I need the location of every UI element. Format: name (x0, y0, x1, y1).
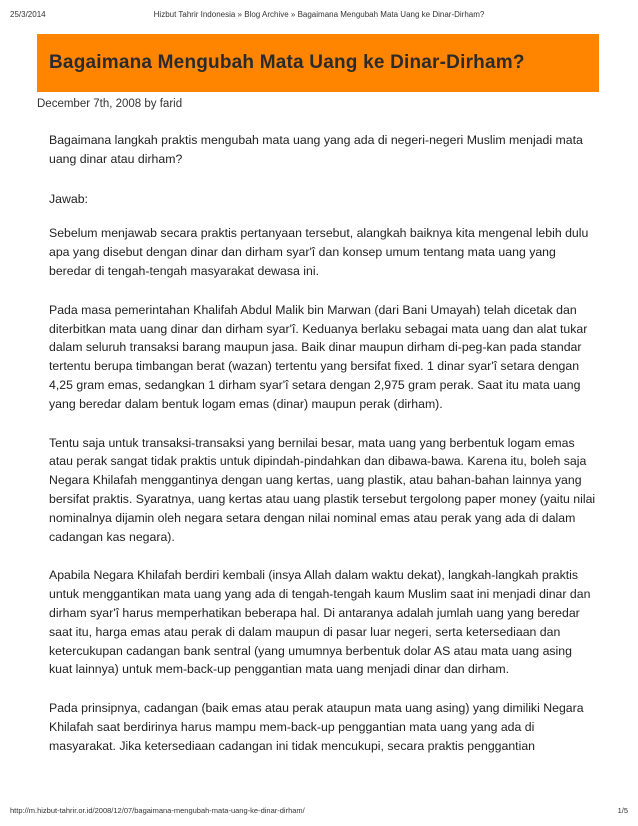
print-date: 25/3/2014 (10, 10, 46, 19)
paragraph: Apabila Negara Khilafah berdiri kembali (insya Allah dalam waktu dekat), langkah-langkah praktis untuk menggantikan mata uang yang ada di tengah-tengah kaum Muslim saat ini menjadi dinar dan dirham syar'î harus memperhatikan beberapa hal. Di antaranya adalah jumlah uang yang beredar saat itu, harga emas atau perak di dalam maupun di pasar luar negeri, serta ketersediaan dan ketercukupan cadangan bank sentral (yang umumnya berbentuk dolar AS atau mata uang asing kuat lainnya) untuk mem-back-up penggantian mata uang menjadi dinar dan dirham. (49, 568, 591, 677)
print-page-number: 1/5 (617, 806, 628, 815)
post-content (49, 131, 597, 776)
print-header (10, 10, 628, 22)
print-footer (10, 806, 628, 818)
post-title[interactable]: Bagaimana Mengubah Mata Uang ke Dinar-Dirham? (49, 52, 525, 73)
print-url[interactable]: http://m.hizbut-tahrir.or.id/2008/12/07/bagaimana-mengubah-mata-uang-ke-dinar-dirham/ (10, 806, 305, 815)
paragraph: Tentu saja untuk transaksi-transaksi yang bernilai besar, mata uang yang berbentuk logam emas atau perak sangat tidak praktis untuk dipindah-pindahkan dan dibawa-bawa. Karena itu, boleh saja Negara Khilafah menggantinya dengan uang kertas, uang plastik, atau bahan-bahan lainnya yang bersifat praktis. Syaratnya, uang kertas atau uang plastik tersebut tergolong paper money (yaitu nilai nominalnya dijamin oleh negara setara dengan nilai nominal emas atau perak yang ada di dalam cadangan kas negara). (49, 435, 596, 544)
paragraph-question: Bagaimana langkah praktis mengubah mata uang yang ada di negeri-negeri Muslim menjadi mata uang dinar atau dirham? (49, 133, 583, 166)
post-title-banner (37, 34, 599, 92)
paragraph: Sebelum menjawab secara praktis pertanyaan tersebut, alangkah baiknya kita mengenal lebih dulu apa yang disebut dengan dinar dan dirham syar'î dan konsep umum tentang mata uang yang beredar di tengah-tengah masyarakat dewasa ini. (49, 226, 589, 278)
print-page-title: Hizbut Tahrir Indonesia » Blog Archive » Bagaimana Mengubah Mata Uang ke Dinar-Dirham? (153, 10, 485, 19)
paragraph: Pada prinsipnya, cadangan (baik emas atau perak ataupun mata uang asing) yang dimiliki Negara Khilafah saat berdirinya harus mampu mem-back-up penggantian mata uang yang ada di masyarakat. Jika ketersediaan cadangan ini tidak mencukupi, secara praktis penggantian (49, 701, 584, 753)
post-meta: December 7th, 2008 by farid (37, 98, 183, 110)
paragraph: Pada masa pemerintahan Khalifah Abdul Malik bin Marwan (dari Bani Umayah) telah dicetak dan diterbitkan mata uang dinar dan dirham syar'î. Keduanya berlaku sebagai mata uang dan alat tukar dalam seluruh transaksi barang maupun jasa. Baik dinar maupun dirham di-peg-kan pada standar tertentu berupa timbangan berat (wazan) tertentu yang bersifat fixed. 1 dinar syar'î setara dengan 4,25 gram emas, sedangkan 1 dirham syar'î setara dengan 2,975 gram perak. Saat itu mata uang yang beredar dalam bentuk logam emas (dinar) maupun perak (dirham). (49, 302, 588, 411)
paragraph-answer-label: Jawab: (49, 191, 88, 206)
